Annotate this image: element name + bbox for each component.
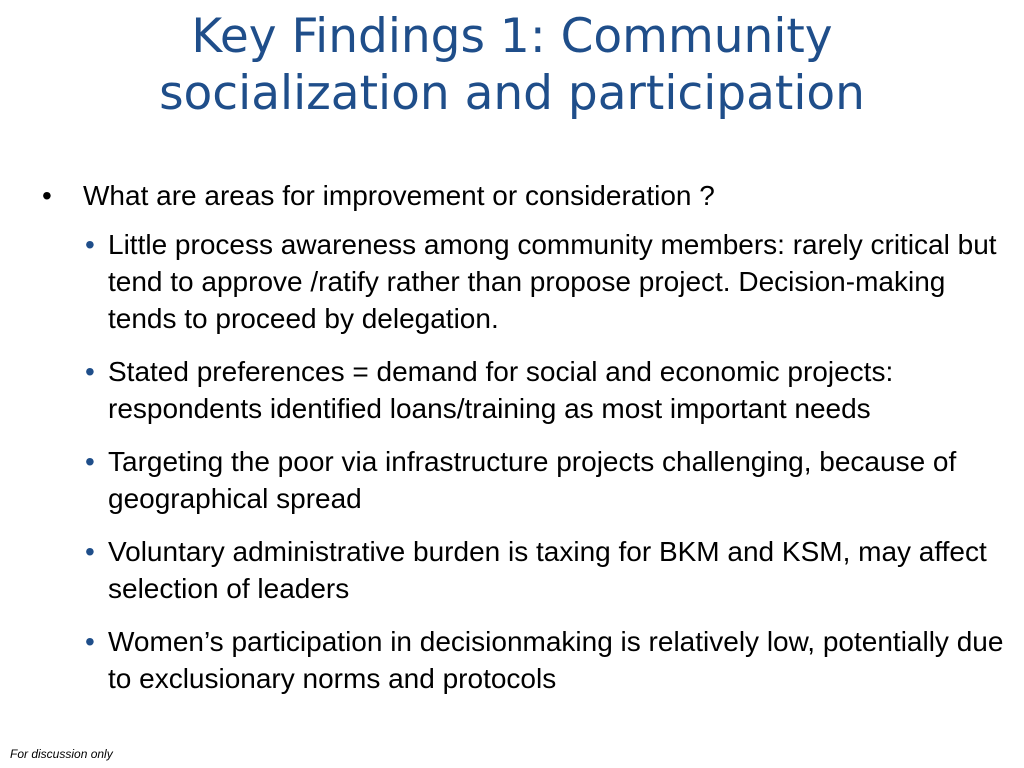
slide-title-line-2: socialization and participation — [159, 66, 865, 121]
sub-bullet-text: Little process awareness among community members: rarely critical but tend to approve /ratify rather than propose project. Decision-making tends to proceed by delegation. — [108, 229, 997, 334]
slide-title — [0, 8, 1024, 122]
sub-bullet-text: Stated preferences = demand for social and economic projects: respondents identified loans/training as most important needs — [108, 356, 894, 424]
sub-bullet-text: Targeting the poor via infrastructure projects challenging, because of geographical spread — [108, 446, 957, 514]
sub-bullet-marker: • — [85, 536, 95, 567]
sub-bullet-text: Women’s participation in decisionmaking is relatively low, potentially due to exclusionary norms and protocols — [108, 626, 1004, 694]
sub-bullet-marker: • — [85, 446, 95, 477]
sub-bullet-marker: • — [85, 229, 95, 260]
sub-bullet — [40, 226, 1010, 337]
sub-bullet — [40, 533, 1010, 607]
sub-bullet-text: Voluntary administrative burden is taxing for BKM and KSM, may affect selection of leaders — [108, 536, 987, 604]
sub-bullet-marker: • — [85, 626, 95, 657]
sub-bullet-marker: • — [85, 356, 95, 387]
bullet-list — [40, 177, 1010, 713]
slide-title-line-1: Key Findings 1: Community — [191, 9, 833, 64]
footer-note: For discussion only — [10, 747, 113, 761]
bullet-marker: • — [42, 180, 52, 211]
sub-bullet — [40, 623, 1010, 697]
sub-bullet — [40, 443, 1010, 517]
sub-bullet — [40, 353, 1010, 427]
main-bullet — [40, 177, 1010, 215]
main-bullet-text: What are areas for improvement or consideration ? — [83, 180, 715, 211]
